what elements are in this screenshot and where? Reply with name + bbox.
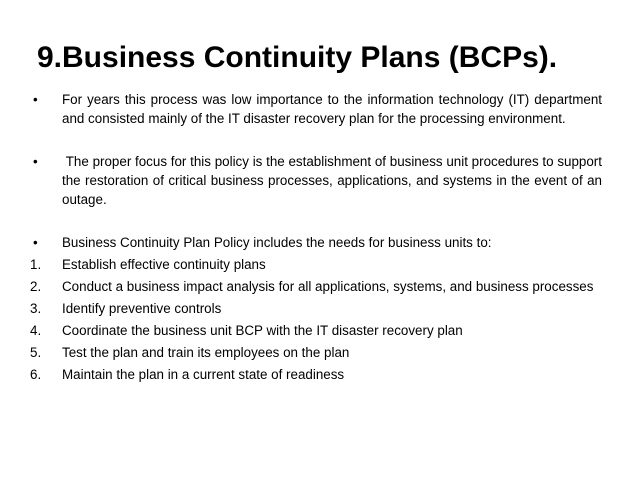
bullet-marker: • xyxy=(33,154,38,169)
numbered-text: Test the plan and train its employees on the plan xyxy=(62,345,350,360)
number-marker: 5. xyxy=(30,345,42,360)
number-marker: 4. xyxy=(30,323,42,338)
slide-title: 9.Business Continuity Plans (BCPs). xyxy=(37,41,558,74)
bullet-marker: • xyxy=(33,92,38,107)
bullet-text: Business Continuity Plan Policy includes the needs for business units to: xyxy=(62,235,492,250)
bullet-item xyxy=(30,233,602,252)
bullet-text: The proper focus for this policy is the establishment of business unit procedures to support the restoration of critical business processes, applications, and systems in the event of an outage. xyxy=(62,154,606,207)
numbered-item xyxy=(30,365,602,384)
bullet-marker: • xyxy=(33,235,38,250)
numbered-item xyxy=(30,321,602,340)
numbered-item xyxy=(30,299,602,318)
numbered-text: Identify preventive controls xyxy=(62,301,222,316)
number-marker: 2. xyxy=(30,279,42,294)
bullet-text: For years this process was low importance to the information technology (IT) department and consisted mainly of the IT disaster recovery plan for the processing environment. xyxy=(62,92,602,126)
numbered-text: Maintain the plan in a current state of readiness xyxy=(62,367,345,382)
number-marker: 1. xyxy=(30,257,42,272)
numbered-item xyxy=(30,343,602,362)
number-marker: 6. xyxy=(30,367,42,382)
bullet-item xyxy=(30,90,602,128)
numbered-item xyxy=(30,255,602,274)
bullet-list xyxy=(30,90,606,384)
numbered-text: Conduct a business impact analysis for all applications, systems, and business processes xyxy=(62,279,594,294)
numbered-text: Coordinate the business unit BCP with the IT disaster recovery plan xyxy=(62,323,463,338)
bullet-item xyxy=(30,152,606,209)
numbered-text: Establish effective continuity plans xyxy=(62,257,266,272)
numbered-item xyxy=(30,277,602,296)
number-marker: 3. xyxy=(30,301,42,316)
